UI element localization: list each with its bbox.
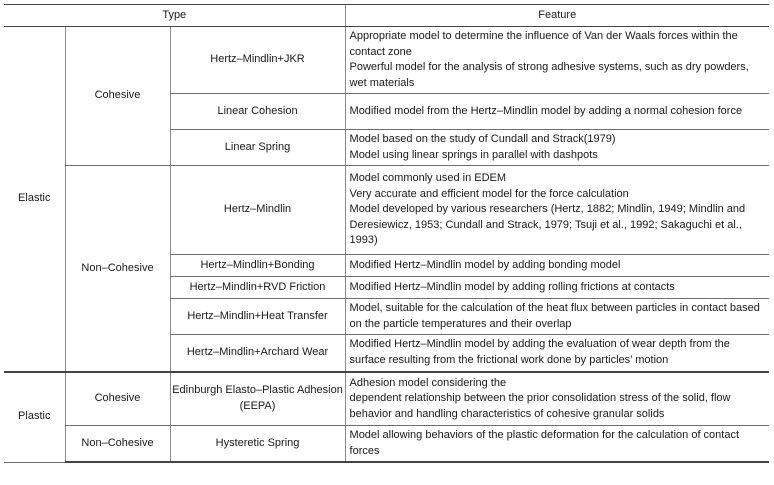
subcategory-plastic-noncohesive: Non–Cohesive bbox=[65, 426, 170, 463]
feature-cell bbox=[345, 426, 769, 463]
feature-text: Model based on the study of Cundall and Strack(1979) bbox=[349, 133, 616, 145]
feature-cell bbox=[345, 299, 769, 335]
table-row bbox=[4, 27, 769, 94]
category-plastic: Plastic bbox=[4, 372, 65, 463]
table-row bbox=[4, 372, 769, 426]
header-row bbox=[4, 5, 769, 27]
subcategory-elastic-cohesive: Cohesive bbox=[65, 27, 170, 166]
model-table-container bbox=[4, 4, 769, 463]
subcategory-elastic-noncohesive: Non–Cohesive bbox=[65, 166, 170, 372]
feature-cell bbox=[345, 94, 769, 130]
table-row bbox=[4, 166, 769, 255]
feature-text: Powerful model for the analysis of strong adhesive systems, such as dry powders, wet materials bbox=[349, 61, 749, 89]
model-name: Hertz–Mindlin+Heat Transfer bbox=[170, 299, 345, 335]
feature-text: Modified Hertz–Mindlin model by adding the evaluation of wear depth from the surface resulting from the frictional work done by particles’ motion bbox=[349, 338, 730, 366]
model-name: Hertz–Mindlin+RVD Friction bbox=[170, 277, 345, 299]
feature-text: Adhesion model considering the bbox=[349, 376, 507, 389]
feature-text: Modified model from the Hertz–Mindlin model by adding a normal cohesion force bbox=[349, 104, 743, 117]
feature-text: Modified Hertz–Mindlin model by adding rolling frictions at contacts bbox=[349, 280, 675, 293]
feature-text: Very accurate and efficient model for the force calculation bbox=[349, 187, 629, 200]
feature-cell bbox=[345, 277, 769, 299]
feature-text: Appropriate model to determine the influence of Van der Waals forces within the contact zone bbox=[349, 30, 738, 58]
contact-model-table bbox=[4, 4, 769, 463]
header-type: Type bbox=[4, 5, 345, 27]
model-name: Edinburgh Elasto–Plastic Adhesion (EEPA) bbox=[170, 372, 345, 426]
feature-cell bbox=[345, 335, 769, 372]
feature-text: dependent relationship between the prior consolidation stress of the solid, flow behavior and handling characteristics of cohesive granular solids bbox=[349, 392, 731, 420]
model-name: Hertz–Mindlin+Archard Wear bbox=[170, 335, 345, 372]
feature-text: Modified Hertz–Mindlin model by adding bonding model bbox=[349, 258, 621, 271]
header-feature: Feature bbox=[345, 5, 769, 27]
model-name: Linear Cohesion bbox=[170, 94, 345, 130]
model-name: Linear Spring bbox=[170, 130, 345, 166]
feature-text: Model allowing behaviors of the plastic deformation for the calculation of contact forces bbox=[349, 429, 740, 457]
feature-cell bbox=[345, 372, 769, 426]
feature-cell bbox=[345, 166, 769, 255]
feature-text: Model using linear springs in parallel with dashpots bbox=[349, 148, 598, 161]
category-elastic: Elastic bbox=[4, 27, 65, 372]
feature-cell bbox=[345, 27, 769, 94]
feature-text: Model commonly used in EDEM bbox=[349, 172, 507, 185]
model-name: Hertz–Mindlin+Bonding bbox=[170, 255, 345, 277]
feature-text: Model, suitable for the calculation of the heat flux between particles in contact based on the particle temperatures and their overlap bbox=[349, 302, 760, 330]
feature-cell bbox=[345, 130, 769, 166]
feature-cell bbox=[345, 255, 769, 277]
feature-text: Model developed by various researchers (Hertz, 1882; Mindlin, 1949; Mindlin and Deresiewicz, 1953; Cundall and Strack, 1979; Tsuji et al., 1992; Sakaguchi et al., 1993) bbox=[349, 203, 746, 247]
table-row bbox=[4, 426, 769, 463]
model-name: Hysteretic Spring bbox=[170, 426, 345, 463]
subcategory-plastic-cohesive: Cohesive bbox=[65, 372, 170, 426]
model-name: Hertz–Mindlin+JKR bbox=[170, 27, 345, 94]
model-name: Hertz–Mindlin bbox=[170, 166, 345, 255]
